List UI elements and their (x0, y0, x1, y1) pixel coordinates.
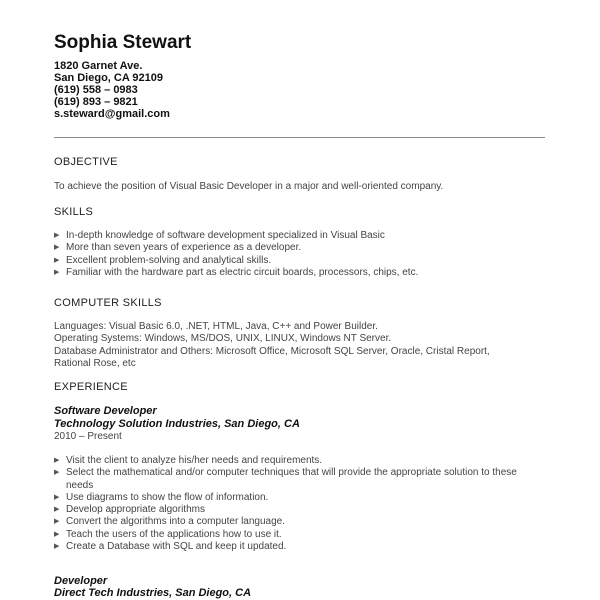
phone-secondary: (619) 893 – 9821 (54, 96, 138, 108)
triangle-right-icon: ▶ (54, 244, 60, 252)
triangle-right-icon: ▶ (54, 457, 60, 464)
list-item: ▶ Familiar with the hardware part as electric circuit boards, processors, chips, etc. (54, 266, 419, 278)
candidate-name: Sophia Stewart (54, 32, 192, 53)
experience-heading: EXPERIENCE (54, 381, 128, 393)
list-item: ▶ Visit the client to analyze his/her needs and requirements. (54, 455, 323, 466)
list-item: ▶ In-depth knowledge of software development specialized in Visual Basic (54, 230, 385, 241)
list-item: ▶ Select the mathematical and/or computer techniques that will provide the appropriate solution to these needs (54, 467, 517, 491)
computer-skills-text (54, 321, 490, 370)
languages-line: Languages: Visual Basic 6.0, .NET, HTML, Java, C++ and Power Builder. (54, 321, 378, 332)
triangle-right-icon: ▶ (54, 268, 60, 276)
job-company: Technology Solution Industries, San Diego, CA (54, 418, 300, 430)
skills-list (54, 230, 544, 279)
triangle-right-icon: ▶ (54, 530, 60, 538)
email-address: s.steward@gmail.com (54, 108, 170, 120)
triangle-right-icon: ▶ (54, 232, 60, 239)
operating-systems-line: Operating Systems: Windows, MS/DOS, UNIX, LINUX, Windows NT Server. (54, 333, 392, 345)
list-item: ▶ Use diagrams to show the flow of information. (54, 491, 269, 503)
list-item: ▶ Teach the users of the applications how to use it. (54, 528, 282, 540)
job-duties-list (54, 455, 544, 553)
phone-primary: (619) 558 – 0983 (54, 84, 138, 96)
skills-heading: SKILLS (54, 206, 94, 218)
objective-heading: OBJECTIVE (54, 156, 118, 168)
job-dates: 2010 – Present (54, 431, 122, 442)
triangle-right-icon: ▶ (54, 493, 60, 501)
job-title-2: Developer (54, 575, 108, 587)
street-address: 1820 Garnet Ave. (54, 60, 143, 72)
triangle-right-icon: ▶ (54, 543, 60, 551)
contact-block (54, 60, 170, 120)
database-line: Database Administrator and Others: Microsoft Office, Microsoft SQL Server, Oracle, Cristal Report, (54, 345, 490, 357)
triangle-right-icon: ▶ (54, 469, 60, 477)
database-line-continued: Rational Rose, etc (54, 357, 136, 369)
triangle-right-icon: ▶ (54, 518, 60, 526)
list-item: ▶ Excellent problem-solving and analytical skills. (54, 254, 272, 266)
city-state-zip: San Diego, CA 92109 (54, 72, 164, 84)
triangle-right-icon: ▶ (54, 256, 60, 264)
job-company-2: Direct Tech Industries, San Diego, CA (54, 587, 252, 599)
computer-skills-heading: COMPUTER SKILLS (54, 297, 162, 309)
list-item: ▶ More than seven years of experience as a developer. (54, 242, 302, 254)
objective-text: To achieve the position of Visual Basic Developer in a major and well-oriented company. (54, 181, 444, 192)
triangle-right-icon: ▶ (54, 506, 60, 514)
list-item: ▶ Develop appropriate algorithms (54, 504, 205, 516)
list-item: ▶ Convert the algorithms into a computer language. (54, 516, 286, 528)
header-divider (54, 137, 545, 138)
list-item: ▶ Create a Database with SQL and keep it updated. (54, 541, 287, 553)
job-title: Software Developer (54, 405, 157, 417)
